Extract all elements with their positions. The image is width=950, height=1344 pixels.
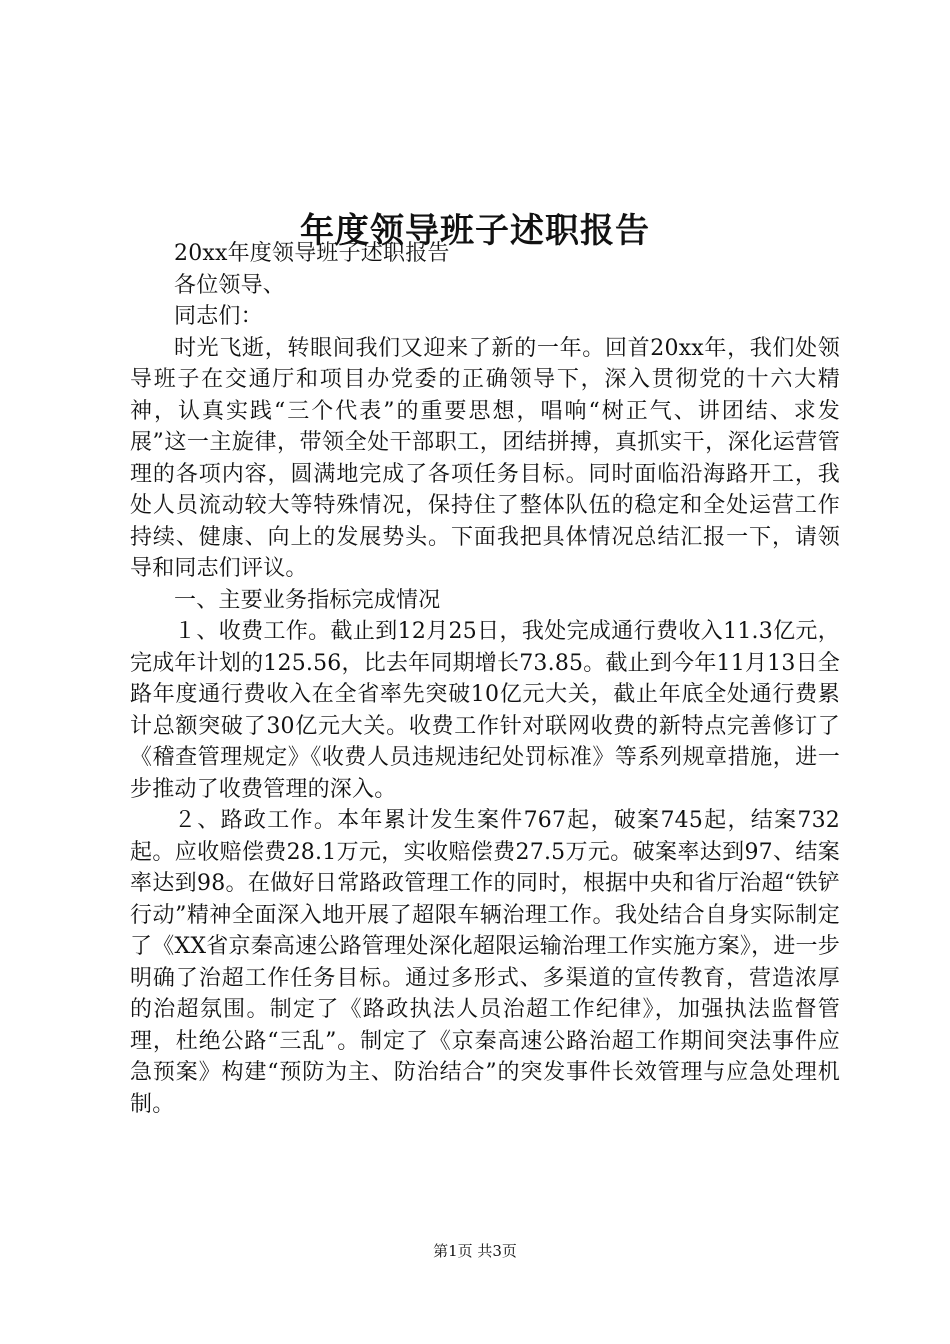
salutation-leaders: 各位领导、 xyxy=(174,272,286,298)
road-administration-paragraph: ２、路政工作。本年累计发生案件767起，破案745起，结案732起。应收赔偿费28.1万元，实收赔偿费27.5万元。破案率达到97、结案率达到98。在做好日常路政管理工作的同时，根据中央和省厅治超“铁铲行动”精神全面深入地开展了超限车辆治理工作。我处结合自身实际制定了《XX省京秦高速公路管理处深化超限运输治理工作实施方案》，进一步明确了治超工作任务目标。通过多形式、多渠道的宣传教育，营造浓厚的治超氛围。制定了《路政执法人员治超工作纪律》，加强执法监督管理，杜绝公路“三乱”。制定了《京秦高速公路治超工作期间突法事件应急预案》构建“预防为主、防治结合”的突发事件长效管理与应急处理机制。 xyxy=(130,808,840,1117)
report-heading-line: 20xx年度领导班子述职报告 xyxy=(174,241,450,266)
document-title: 年度领导班子述职报告 xyxy=(300,210,650,251)
toll-work-paragraph: １、收费工作。截止到12月25日，我处完成通行费收入11.3亿元，完成年计划的125.56，比去年同期增长73.85。截止到今年11月13日全路年度通行费收入在全省率先突破10亿元大关，截止年底全处通行费累计总额突破了30亿元大关。收费工作针对联网收费的新特点完善修订了《稽查管理规定》《收费人员违规违纪处罚标准》等系列规章措施，进一步推动了收费管理的深入。 xyxy=(130,619,840,802)
document-body xyxy=(130,238,840,1120)
section-heading: 一、主要业务指标完成情况 xyxy=(174,587,441,613)
page-number-footer: 第1页 共3页 xyxy=(433,1242,517,1260)
intro-paragraph: 时光飞逝，转眼间我们又迎来了新的一年。回首20xx年，我们处领导班子在交通厅和项目办党委的正确领导下，深入贯彻党的十六大精神，认真实践“三个代表”的重要思想，唱响“树正气、讲团结、求发展”这一主旋律，带领全处干部职工，团结拼搏，真抓实干，深化运营管理的各项内容，圆满地完成了各项任务目标。同时面临沿海路开工，我处人员流动较大等特殊情况，保持住了整体队伍的稳定和全处运营工作持续、健康、向上的发展势头。下面我把具体情况总结汇报一下，请领导和同志们评议。 xyxy=(130,335,840,581)
salutation-comrades: 同志们： xyxy=(174,304,263,329)
